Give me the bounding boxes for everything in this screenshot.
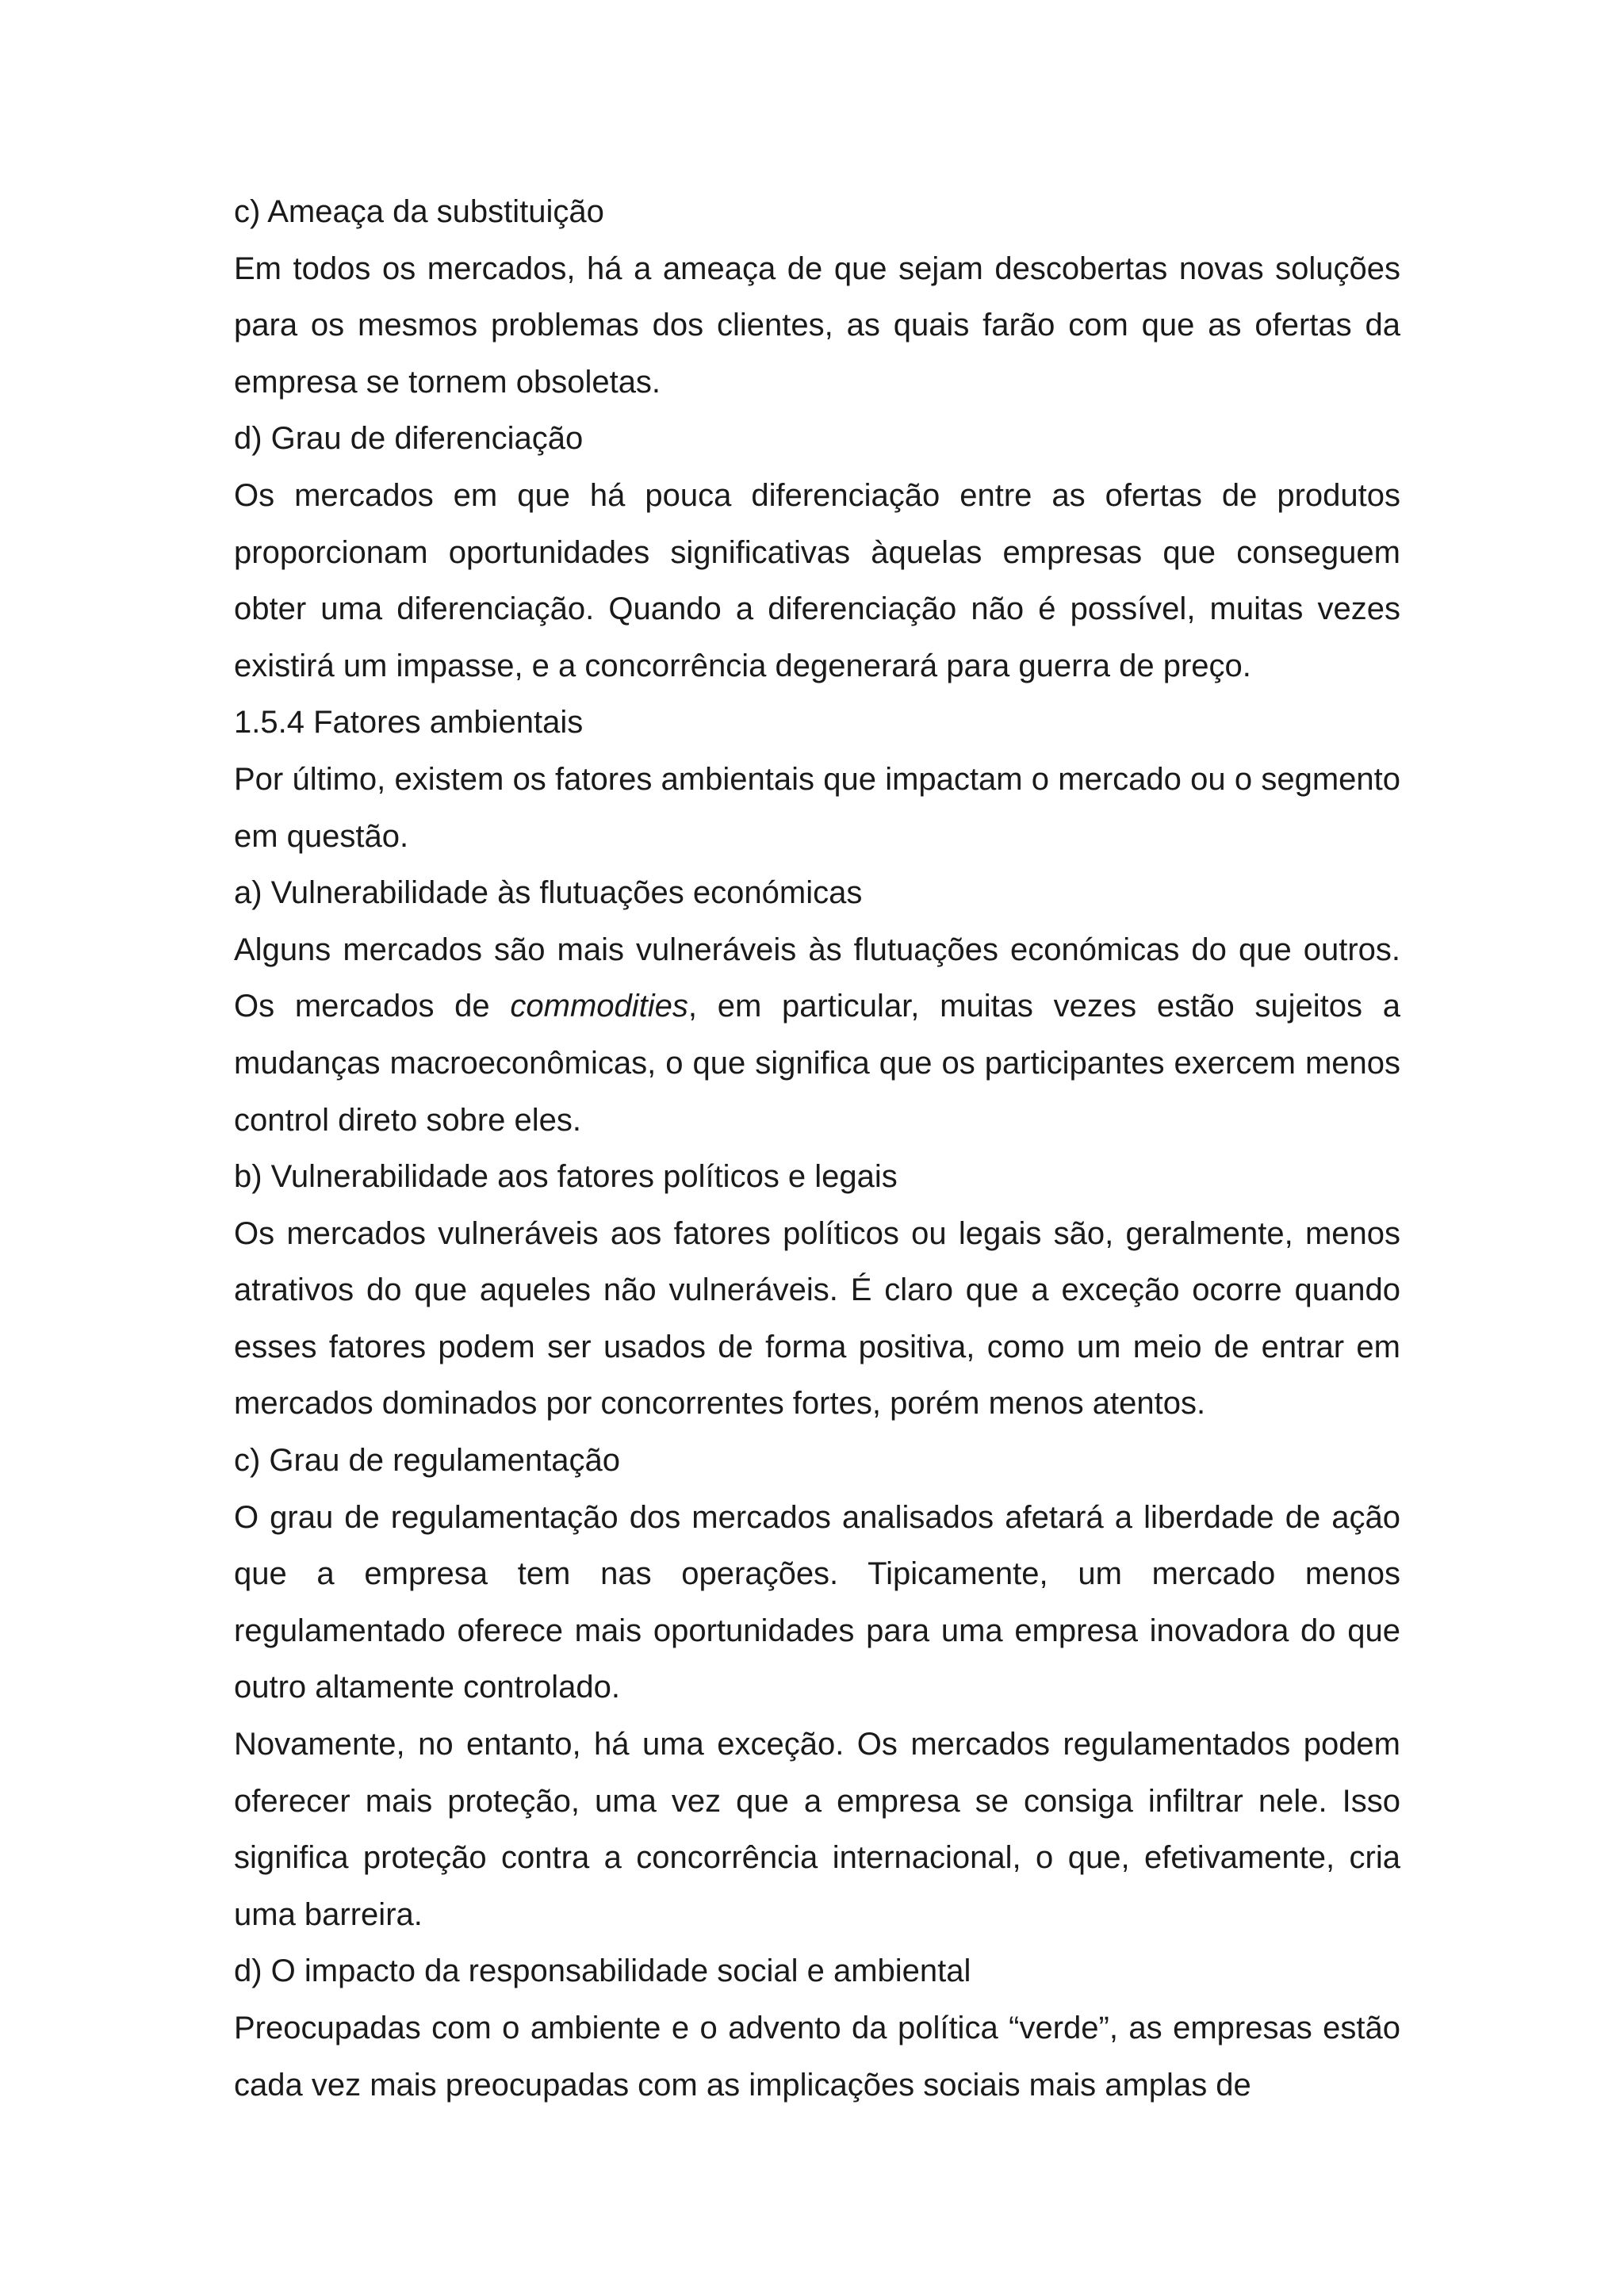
- paragraph-differentiation: Os mercados em que há pouca diferenciação entre as ofertas de produtos proporcionam oportunidades significativas àquelas empresas que conseguem obter uma diferenciação. Quando a diferenciação não é possível, muitas vezes existirá um impasse, e a concorrência degenerará para guerra de preço.: [234, 477, 1400, 683]
- subheading-economic-vulnerability: a) Vulnerabilidade às flutuações económicas: [234, 875, 863, 911]
- section-heading-environmental-factors: 1.5.4 Fatores ambientais: [234, 705, 584, 740]
- paragraph-environmental-intro: Por último, existem os fatores ambientais que impactam o mercado ou o segmento em questão.: [234, 761, 1400, 854]
- subheading-political-legal-vulnerability: b) Vulnerabilidade aos fatores políticos e legais: [234, 1159, 898, 1195]
- subheading-threat-of-substitution: c) Ameaça da substituição: [234, 194, 604, 229]
- subheading-social-environmental-responsibility: d) O impacto da responsabilidade social e ambiental: [234, 1954, 971, 1989]
- subheading-degree-of-differentiation: d) Grau de diferenciação: [234, 421, 584, 457]
- paragraph-substitution: Em todos os mercados, há a ameaça de que sejam descobertas novas soluções para os mesmos problemas dos clientes, as quais farão com que as ofertas da empresa se tornem obsoletas.: [234, 251, 1400, 400]
- paragraph-political-legal: Os mercados vulneráveis aos fatores políticos ou legais são, geralmente, menos atrativos do que aqueles não vulneráveis. É claro que a exceção ocorre quando esses fatores podem ser usados de forma positiva, como um meio de entrar em mercados dominados por concorrentes fortes, porém menos atentos.: [234, 1215, 1400, 1422]
- paragraph-economic-vulnerability: [234, 922, 1400, 1149]
- paragraph-text-before-italic: Alguns mercados são mais vulneráveis às flutuações económicas do que outros. Os mercados de: [234, 932, 1400, 1024]
- paragraph-text-after-italic: , em particular, muitas vezes estão sujeitos a mudanças macroeconômicas, o que significa que os participantes exercem menos control direto sobre eles.: [234, 989, 1400, 1138]
- page-body: [234, 184, 1400, 2114]
- paragraph-regulation-exception: Novamente, no entanto, há uma exceção. Os mercados regulamentados podem oferecer mais proteção, uma vez que a empresa se consiga infiltrar nele. Isso significa proteção contra a concorrência internacional, o que, efetivamente, cria uma barreira.: [234, 1727, 1400, 1932]
- subheading-degree-of-regulation: c) Grau de regulamentação: [234, 1443, 620, 1479]
- italic-term-commodities: commodities: [510, 989, 688, 1024]
- paragraph-social-environmental: Preocupadas com o ambiente e o advento da política “verde”, as empresas estão cada vez mais preocupadas com as implicações sociais mais amplas de: [234, 2011, 1400, 2103]
- paragraph-regulation: O grau de regulamentação dos mercados analisados afetará a liberdade de ação que a empresa tem nas operações. Tipicamente, um mercado menos regulamentado oferece mais oportunidades para uma empresa inovadora do que outro altamente controlado.: [234, 1499, 1400, 1705]
